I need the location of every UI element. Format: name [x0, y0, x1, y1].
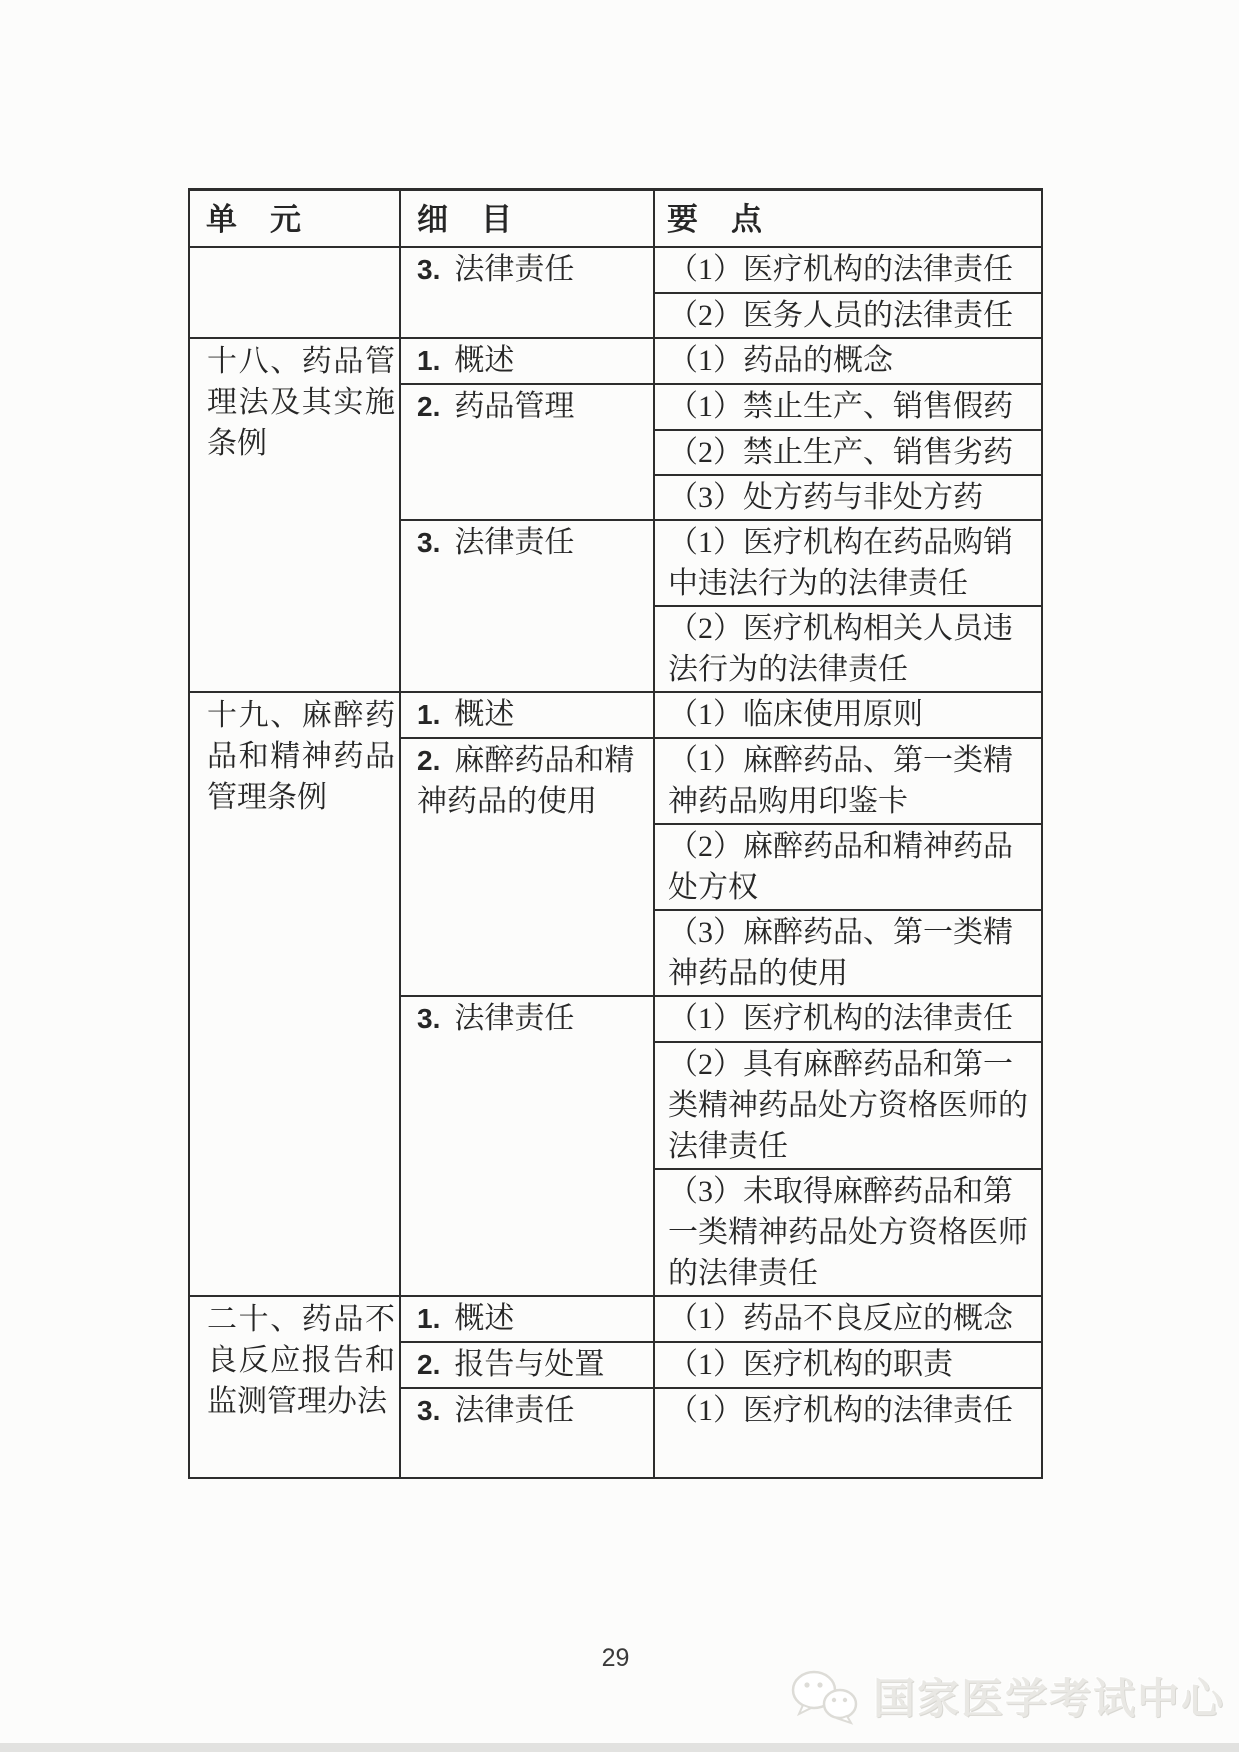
- point-cell: （2）医务人员的法律责任: [655, 292, 1041, 337]
- item-cell: [401, 1343, 655, 1387]
- point-list: [655, 1297, 1041, 1341]
- item-label: 麻醉药品和精神药品的使用: [417, 744, 635, 818]
- unit-cell: [190, 248, 401, 337]
- point-cell: （1）药品不良反应的概念: [668, 1302, 1013, 1335]
- point-list: [655, 693, 1041, 737]
- table-subrow: [401, 995, 1041, 1295]
- item-label: 法律责任: [454, 1394, 575, 1427]
- item-number: 2.: [417, 1349, 441, 1380]
- item-number: 3.: [417, 527, 441, 558]
- point-list: [655, 339, 1041, 383]
- header-item: 细 目: [401, 191, 655, 246]
- item-number: 3.: [417, 1395, 441, 1426]
- item-cell: [401, 1297, 655, 1341]
- item-number: 1.: [417, 699, 441, 730]
- point-cell: （1）医疗机构的法律责任: [668, 253, 1013, 286]
- item-cell: [401, 693, 655, 737]
- point-cell: （1）医疗机构的职责: [668, 1348, 953, 1381]
- subsection-list: [401, 693, 1041, 1295]
- subsection-list: [401, 339, 1041, 691]
- header-point: 要 点: [667, 202, 763, 237]
- item-label: 药品管理: [454, 390, 575, 423]
- unit-cell: 十八、药品管理法及其实施条例: [190, 339, 401, 691]
- point-list: [655, 1343, 1041, 1387]
- item-label: 法律责任: [454, 253, 575, 286]
- item-cell: [401, 385, 655, 519]
- item-cell: [401, 248, 655, 337]
- item-label: 概述: [454, 344, 515, 377]
- point-cell: （1）临床使用原则: [668, 698, 923, 731]
- watermark-label: 国家医学考试中心: [872, 1677, 1225, 1723]
- item-label: 报告与处置: [454, 1348, 605, 1381]
- item-number: 1.: [417, 345, 441, 376]
- point-cell: （1）医疗机构的法律责任: [668, 1394, 1013, 1427]
- table-body: [190, 248, 1041, 1477]
- header-unit: 单 元: [190, 191, 401, 246]
- point-cell: （1）药品的概念: [668, 344, 893, 377]
- point-cell: （1）禁止生产、销售假药: [668, 390, 1013, 423]
- wechat-icon: [787, 1666, 863, 1726]
- item-number: 3.: [417, 254, 441, 285]
- syllabus-table: [188, 188, 1043, 1479]
- point-cell: （1）医疗机构在药品购销中违法行为的法律责任: [668, 526, 1013, 600]
- table-subrow: [401, 1341, 1041, 1387]
- point-cell: （3）未取得麻醉药品和第一类精神药品处方资格医师的法律责任: [655, 1168, 1041, 1295]
- table-subrow: [401, 383, 1041, 519]
- point-list: [655, 385, 1041, 519]
- point-cell: （3）处方药与非处方药: [655, 474, 1041, 519]
- table-subrow: [401, 519, 1041, 691]
- table-section: [190, 248, 1041, 337]
- unit-cell: 二十、药品不良反应报告和监测管理办法: [190, 1297, 401, 1477]
- point-list: [655, 248, 1041, 337]
- item-number: 2.: [417, 745, 441, 776]
- point-list: [655, 521, 1041, 691]
- item-label: 法律责任: [454, 526, 575, 559]
- watermark: [787, 1666, 1225, 1726]
- page-number: 29: [601, 1644, 630, 1672]
- table-subrow: [401, 1387, 1041, 1477]
- table-subrow: [401, 1297, 1041, 1341]
- subsection-list: [401, 248, 1041, 337]
- item-number: 2.: [417, 391, 441, 422]
- page-bottom-strip: [0, 1743, 1239, 1752]
- table-subrow: [401, 248, 1041, 337]
- table-header-row: [190, 191, 1041, 248]
- table-section: [190, 337, 1041, 691]
- table-section: [190, 1295, 1041, 1477]
- item-cell: [401, 1389, 655, 1477]
- point-cell: （2）具有麻醉药品和第一类精神药品处方资格医师的法律责任: [655, 1041, 1041, 1168]
- subsection-list: [401, 1297, 1041, 1477]
- item-cell: [401, 739, 655, 995]
- table-subrow: [401, 339, 1041, 383]
- point-cell: （2）禁止生产、销售劣药: [655, 429, 1041, 474]
- point-cell: （1）麻醉药品、第一类精神药品购用印鉴卡: [668, 744, 1013, 818]
- item-label: 法律责任: [454, 1002, 575, 1035]
- item-cell: [401, 339, 655, 383]
- item-cell: [401, 997, 655, 1295]
- unit-cell: 十九、麻醉药品和精神药品管理条例: [190, 693, 401, 1295]
- point-cell: （2）麻醉药品和精神药品处方权: [655, 823, 1041, 909]
- point-cell: （2）医疗机构相关人员违法行为的法律责任: [655, 605, 1041, 691]
- table-section: [190, 691, 1041, 1295]
- point-list: [655, 997, 1041, 1295]
- table-subrow: [401, 737, 1041, 995]
- table-subrow: [401, 693, 1041, 737]
- item-cell: [401, 521, 655, 691]
- point-cell: （1）医疗机构的法律责任: [668, 1002, 1013, 1035]
- point-list: [655, 1389, 1041, 1477]
- item-number: 1.: [417, 1303, 441, 1334]
- item-number: 3.: [417, 1003, 441, 1034]
- item-label: 概述: [454, 698, 515, 731]
- point-list: [655, 739, 1041, 995]
- point-cell: （3）麻醉药品、第一类精神药品的使用: [655, 909, 1041, 995]
- item-label: 概述: [454, 1302, 515, 1335]
